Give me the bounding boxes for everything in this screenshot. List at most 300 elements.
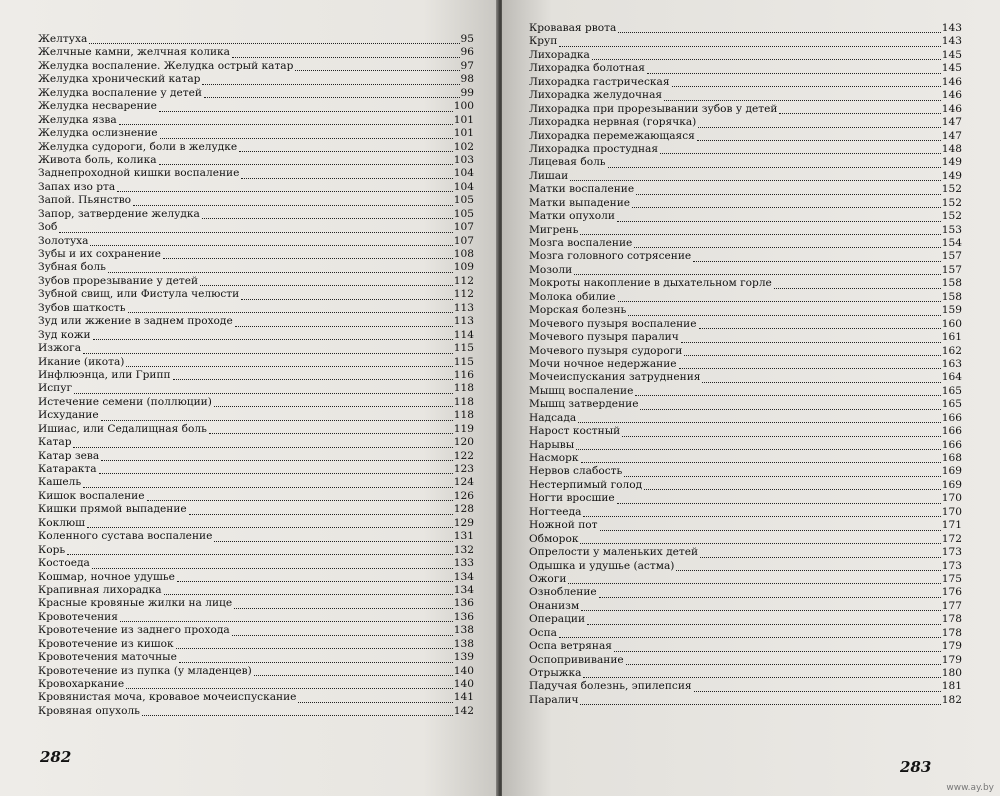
entry-page-number: 145 [941,62,962,75]
entry-title: Морская болезнь [529,304,627,317]
entry-title: Падучая болезнь, эпилепсия [529,680,692,693]
entry-title: Нервов слабость [529,465,623,478]
entry-page-number: 157 [941,263,962,276]
dot-leader [699,326,941,329]
entry-title: Отрыжка [529,667,582,679]
dot-leader [679,366,941,369]
index-entry [529,318,962,331]
dot-leader [159,162,453,165]
entry-page-number: 129 [453,516,474,529]
index-entry [38,611,474,624]
entry-title: Кровавая рвота [529,22,617,34]
dot-leader [202,82,459,85]
entry-page-number: 140 [453,678,474,690]
entry-page-number: 160 [941,317,962,330]
entry-page-number: 114 [453,328,474,341]
dot-leader [159,109,453,112]
entry-page-number: 112 [453,288,474,301]
entry-title: Зубов шаткость [38,301,126,314]
entry-title: Мозоли [529,263,573,276]
index-entry [38,517,474,530]
index-entry [529,183,962,196]
entry-title: Мозга воспаление [529,237,633,249]
index-entry [529,89,962,102]
entry-page-number: 98 [460,73,474,86]
entry-page-number: 136 [453,610,474,623]
entry-title: Исхудание [38,409,99,422]
entry-title: Лицевая боль [529,156,606,169]
dot-leader [117,189,453,192]
entry-page-number: 176 [941,586,962,599]
dot-leader [101,458,453,461]
index-entry [529,291,962,304]
dot-leader [164,592,453,595]
entry-page-number: 138 [453,624,474,637]
entry-title: Нарывы [529,438,575,451]
index-entry [529,197,962,210]
dot-leader [672,84,941,87]
entry-title: Оспа [529,626,557,639]
dot-leader [179,660,453,663]
dot-leader [173,377,453,380]
entry-page-number: 118 [453,395,474,408]
entry-title: Живота боль, колика [38,153,157,166]
entry-page-number: 158 [941,277,962,290]
dot-leader [232,55,460,58]
dot-leader [147,498,453,501]
index-entry [38,651,474,664]
entry-page-number: 143 [941,22,962,34]
entry-title: Матки выпадение [529,196,631,209]
entry-title: Коленного сустава воспаление [38,530,213,543]
entry-title: Зоб [38,221,58,234]
entry-title: Обморок [529,532,579,545]
dot-leader [73,445,452,448]
index-entry [38,181,474,194]
dot-leader [163,256,453,259]
entry-page-number: 104 [453,167,474,180]
dot-leader [608,165,941,168]
entry-title: Мочевого пузыря судороги [529,344,683,357]
entry-page-number: 141 [453,691,474,704]
index-entry [38,584,474,597]
index-entry [529,116,962,129]
index-entry [38,235,474,248]
index-entry [529,613,962,626]
entry-title: Матки опухоли [529,210,615,223]
entry-title: Мышц затвердение [529,398,639,411]
index-entry [529,439,962,452]
entry-title: Лихорадка [529,48,590,61]
index-entry [38,302,474,315]
entry-page-number: 181 [941,680,962,693]
entry-page-number: 164 [941,371,962,384]
entry-page-number: 122 [453,449,474,462]
index-entry [38,557,474,570]
dot-leader [636,192,941,195]
index-entry [38,665,474,678]
entry-title: Лихорадка нервная (горячка) [529,116,697,129]
entry-title: Желчные камни, желчная колика [38,46,230,59]
index-entry [38,315,474,328]
index-entry [38,369,474,382]
dot-leader [702,380,940,383]
entry-title: Нарост костный [529,425,621,438]
dot-leader [676,568,940,571]
dot-leader [120,619,453,622]
dot-leader [176,646,453,649]
dot-leader [232,633,453,636]
entry-title: Мокроты накопление в дыхательном горле [529,277,772,290]
entry-title: Катар [38,436,72,449]
dot-leader [119,122,453,125]
index-entry [38,490,474,503]
index-entry [529,640,962,653]
dot-leader [700,555,941,558]
entry-page-number: 109 [453,261,474,274]
dot-leader [559,635,941,638]
index-entry [529,560,962,573]
entry-title: Матки воспаление [529,183,635,196]
dot-leader [635,393,940,396]
entry-title: Зубов прорезывание у детей [38,274,199,287]
entry-title: Кровотечение из заднего прохода [38,624,230,637]
entry-page-number: 147 [941,116,962,129]
dot-leader [576,447,941,450]
entry-title: Кашель [38,476,82,489]
entry-page-number: 139 [453,651,474,664]
entry-page-number: 146 [941,102,962,115]
index-entry [529,412,962,425]
dot-leader [583,675,940,678]
index-entry [38,382,474,395]
index-entry [529,143,962,156]
index-entry [38,436,474,449]
dot-leader [618,30,940,33]
entry-page-number: 180 [941,667,962,679]
dot-leader [664,98,941,101]
dot-leader [681,340,941,343]
entry-title: Насморк [529,452,579,464]
index-entry [38,597,474,610]
index-entry [38,638,474,651]
dot-leader [580,702,940,705]
entry-page-number: 133 [453,557,474,570]
dot-leader [599,595,941,598]
index-entry [529,627,962,640]
entry-page-number: 179 [941,653,962,666]
dot-leader [574,272,941,275]
dot-leader [74,391,453,394]
index-entry [529,506,962,519]
entry-page-number: 101 [453,113,474,126]
left-page [0,0,498,796]
dot-leader [83,351,453,354]
entry-title: Нестерпимый голод [529,478,643,491]
index-entry [529,667,962,680]
index-entry [529,546,962,559]
index-entry [38,356,474,369]
dot-leader [241,176,452,179]
entry-page-number: 131 [453,530,474,543]
dot-leader [128,310,453,313]
dot-leader [581,460,941,463]
dot-leader [624,474,941,477]
index-entry [529,250,962,263]
index-entry [38,503,474,516]
entry-title: Мочевого пузыря воспаление [529,317,697,330]
entry-title: Ознобление [529,586,597,599]
dot-leader [640,407,940,410]
entry-title: Кишки прямой выпадение [38,503,187,516]
dot-leader [617,219,941,222]
index-entry [38,571,474,584]
index-entry [38,530,474,543]
entry-title: Катар зева [38,449,100,462]
index-entry [38,46,474,59]
index-entry [38,208,474,221]
index-entry [38,275,474,288]
index-entry [529,304,962,317]
dot-leader [142,713,453,716]
dot-leader [254,673,453,676]
entry-title: Лихорадка перемежающаяся [529,129,695,142]
index-entry [529,465,962,478]
entry-title: Оспа ветряная [529,640,612,653]
dot-leader [235,324,453,327]
entry-title: Заднепроходной кишки воспаление [38,167,240,180]
entry-page-number: 161 [941,331,962,344]
entry-page-number: 170 [941,505,962,518]
entry-title: Катаракта [38,463,97,475]
left-page-number: 282 [40,748,72,766]
index-entry [529,492,962,505]
dot-leader [101,418,453,421]
entry-page-number: 143 [941,35,962,48]
entry-title: Зубная боль [38,261,106,274]
index-entry [38,544,474,557]
entry-title: Золотуха [38,234,89,247]
index-entry [38,167,474,180]
dot-leader [200,283,453,286]
dot-leader [93,337,453,340]
entry-title: Одышка и удушье (астма) [529,559,675,572]
entry-title: Инфлюэнца, или Грипп [38,368,171,381]
dot-leader [239,149,453,152]
watermark: www.ay.by [946,783,994,793]
index-entry [529,425,962,438]
entry-title: Лихорадка при прорезывании зубов у детей [529,102,778,115]
entry-page-number: 104 [453,180,474,193]
entry-page-number: 169 [941,465,962,478]
entry-title: Кровянистая моча, кровавое мочеиспускание [38,691,297,704]
entry-title: Коклюш [38,516,85,529]
index-entry [529,237,962,250]
entry-title: Желудка воспаление у детей [38,86,202,99]
dot-leader [568,581,940,584]
entry-page-number: 96 [460,46,474,59]
index-entry [529,573,962,586]
entry-title: Желудка воспаление. Желудка острый катар [38,59,294,72]
entry-page-number: 173 [941,559,962,572]
index-entry [38,288,474,301]
dot-leader [214,539,452,542]
index-entry [38,73,474,86]
entry-page-number: 159 [941,304,962,317]
entry-title: Крапивная лихорадка [38,583,162,596]
entry-title: Желудка несварение [38,100,157,113]
entry-page-number: 113 [453,301,474,314]
dot-leader [592,57,941,60]
dot-leader [298,700,452,703]
entry-page-number: 178 [941,613,962,626]
index-entry [38,409,474,422]
entry-page-number: 170 [941,492,962,505]
entry-title: Красные кровяные жилки на лице [38,597,233,610]
index-entry [529,49,962,62]
entry-page-number: 142 [453,704,474,717]
dot-leader [614,649,941,652]
dot-leader [241,297,453,300]
dot-leader [779,111,940,114]
entry-title: Желудка судороги, боли в желудке [38,140,238,153]
index-entry [529,22,962,35]
index-entry [38,705,474,718]
entry-title: Лихорадка гастрическая [529,75,670,88]
entry-page-number: 154 [941,237,962,249]
entry-page-number: 149 [941,169,962,182]
entry-title: Ожоги [529,572,567,585]
entry-page-number: 178 [941,626,962,639]
entry-page-number: 105 [453,194,474,207]
entry-page-number: 172 [941,532,962,545]
dot-leader [90,243,452,246]
index-entry [529,103,962,116]
entry-title: Онанизм [529,599,580,612]
entry-page-number: 147 [941,129,962,142]
dot-leader [87,525,453,528]
entry-page-number: 169 [941,478,962,491]
entry-page-number: 108 [453,248,474,260]
entry-title: Зубы и их сохранение [38,248,161,260]
dot-leader [202,216,453,219]
entry-page-number: 101 [453,127,474,140]
dot-leader [622,434,941,437]
entry-title: Ножной пот [529,519,598,532]
entry-title: Истечение семени (поллюции) [38,395,212,408]
dot-leader [617,501,941,504]
entry-title: Круп [529,35,558,48]
entry-page-number: 126 [453,489,474,502]
dot-leader [694,689,941,692]
index-entry [529,586,962,599]
index-entry [529,519,962,532]
index-entry [529,452,962,465]
dot-leader [618,299,941,302]
index-entry [529,694,962,707]
entry-page-number: 138 [453,637,474,650]
entry-page-number: 175 [941,572,962,585]
dot-leader [644,487,941,490]
index-entry [529,358,962,371]
entry-page-number: 165 [941,384,962,397]
entry-page-number: 134 [453,570,474,583]
dot-leader [89,41,459,44]
entry-title: Икание (икота) [38,355,125,368]
dot-leader [693,259,941,262]
entry-page-number: 123 [453,463,474,475]
index-entry [38,678,474,691]
dot-leader [626,662,941,665]
index-entry [38,342,474,355]
entry-page-number: 182 [941,693,962,706]
entry-title: Кишок воспаление [38,489,145,502]
entry-page-number: 118 [453,382,474,395]
index-entry [529,479,962,492]
entry-page-number: 113 [453,315,474,328]
entry-page-number: 149 [941,156,962,169]
dot-leader [126,364,452,367]
entry-page-number: 107 [453,234,474,247]
index-entry [529,62,962,75]
entry-page-number: 140 [453,664,474,677]
index-entry [529,533,962,546]
entry-title: Опрелости у маленьких детей [529,546,699,559]
dot-leader [108,270,453,273]
entry-page-number: 158 [941,290,962,303]
entry-title: Мочевого пузыря паралич [529,331,679,344]
entry-page-number: 132 [453,543,474,556]
entry-page-number: 116 [453,368,474,381]
entry-title: Оспопрививание [529,653,624,666]
dot-leader [583,514,940,517]
entry-page-number: 162 [941,344,962,357]
entry-page-number: 102 [453,140,474,153]
entry-title: Кровотечения [38,610,118,623]
dot-leader [234,606,453,609]
entry-title: Корь [38,543,66,556]
index-entry [38,691,474,704]
index-entry [529,600,962,613]
dot-leader [632,205,941,208]
entry-title: Надсада [529,411,577,424]
entry-title: Кровотечение из кишок [38,637,174,650]
index-entry [529,345,962,358]
index-entry [38,127,474,140]
index-entry [38,423,474,436]
dot-leader [126,686,453,689]
dot-leader [580,232,940,235]
entry-page-number: 100 [453,100,474,113]
entry-title: Операции [529,613,586,626]
entry-title: Желудка хронический катар [38,73,201,86]
dot-leader [209,431,453,434]
dot-leader [189,512,453,515]
entry-page-number: 105 [453,207,474,220]
entry-title: Ногти вросшие [529,492,615,505]
entry-page-number: 145 [941,48,962,61]
dot-leader [99,471,453,474]
index-entry [38,476,474,489]
dot-leader [600,528,941,531]
index-entry [38,87,474,100]
entry-title: Ишиас, или Седалищная боль [38,422,207,435]
dot-leader [214,404,453,407]
index-entry [529,264,962,277]
entry-title: Лихорадка желудочная [529,89,663,102]
entry-page-number: 128 [453,503,474,516]
index-entry [529,398,962,411]
